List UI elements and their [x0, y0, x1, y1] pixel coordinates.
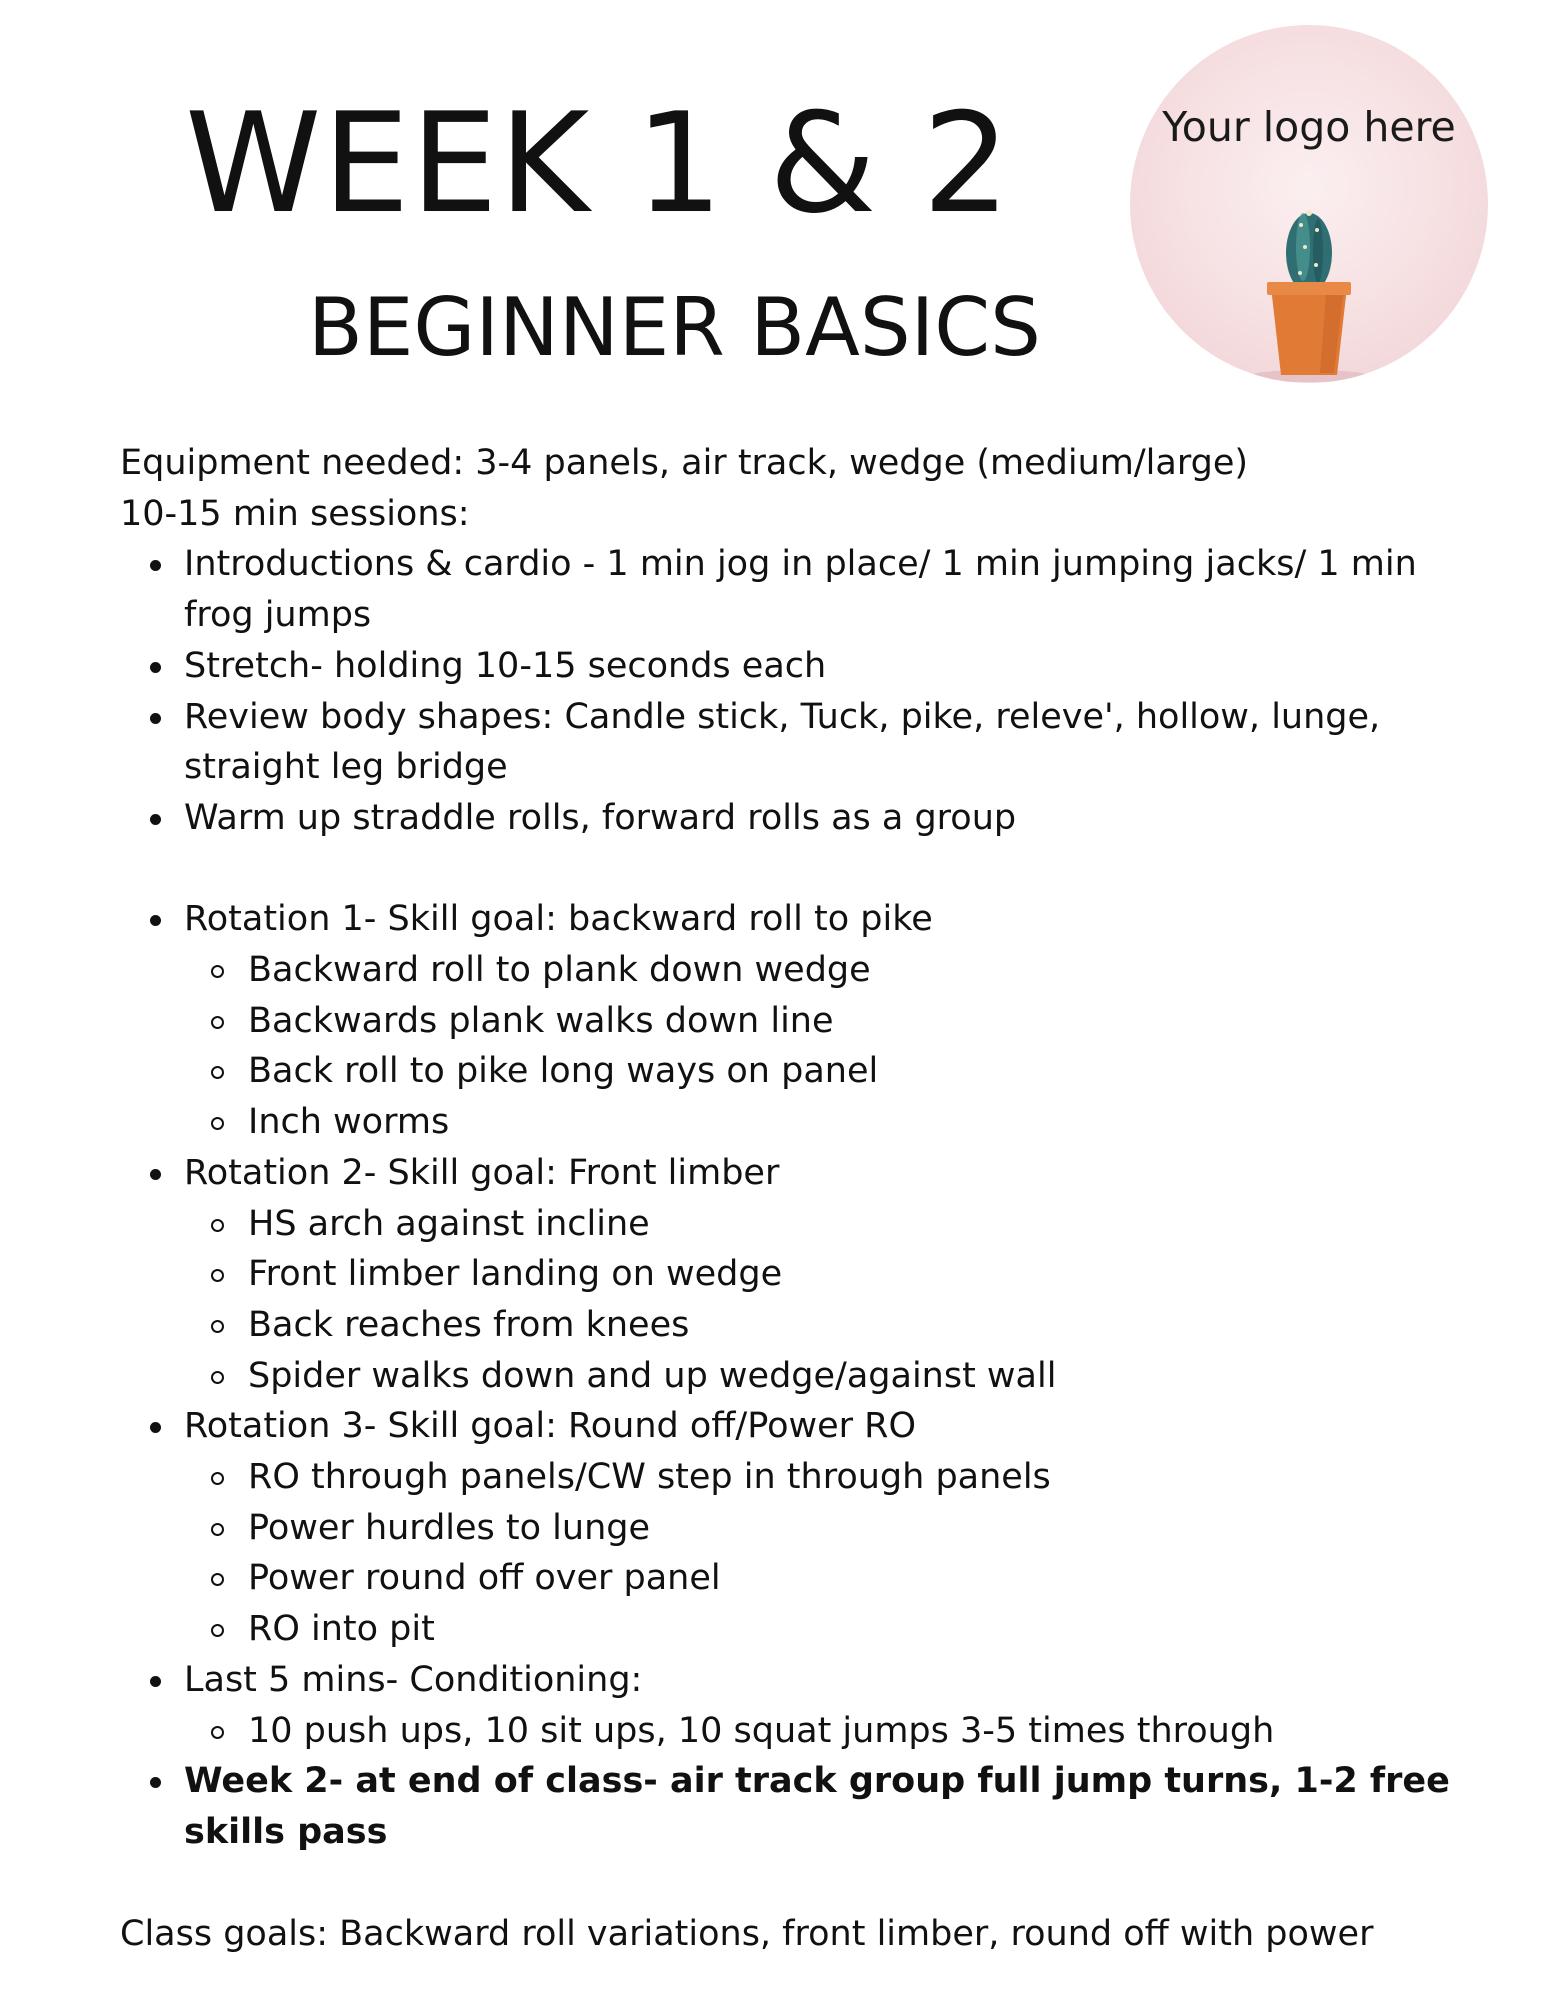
drill-item: Spider walks down and up wedge/against wall: [184, 1351, 1460, 1402]
sessions-text: 10-15 min sessions:: [120, 493, 470, 534]
drill-item: Backward roll to plank down wedge: [184, 945, 1460, 996]
rotation-label: Rotation 2- Skill goal: Front limber: [184, 1152, 780, 1193]
class-goals: Class goals: Backward roll variations, front limber, round off with power: [120, 1914, 1374, 1954]
conditioning-label: Last 5 mins- Conditioning:: [184, 1659, 643, 1700]
page-subtitle: BEGINNER BASICS: [308, 281, 1041, 374]
rotation-label: Rotation 1- Skill goal: backward roll to pike: [184, 899, 933, 940]
drill-item: RO through panels/CW step in through panels: [184, 1452, 1460, 1503]
drill-item: HS arch against incline: [184, 1199, 1460, 1250]
lesson-list: [120, 539, 1460, 1857]
page-title: WEEK 1 & 2: [185, 83, 1012, 244]
drill-item: Back roll to pike long ways on panel: [184, 1046, 1460, 1097]
drill-item: Backwards plank walks down line: [184, 996, 1460, 1047]
cactus-in-pot-icon: [1130, 25, 1488, 383]
drill-list: [184, 1199, 1460, 1402]
drill-item: Power round off over panel: [184, 1553, 1460, 1604]
drill-item: Front limber landing on wedge: [184, 1249, 1460, 1300]
drill-item: 10 push ups, 10 sit ups, 10 squat jumps 3-5 times through: [184, 1706, 1460, 1757]
conditioning-item: [120, 1655, 1460, 1756]
week2-note: Week 2- at end of class- air track group full jump turns, 1-2 free skills pass: [120, 1756, 1460, 1857]
drill-list: [184, 1706, 1460, 1757]
equipment-text: Equipment needed: 3-4 panels, air track, wedge (medium/large): [120, 443, 1249, 483]
drill-item: Power hurdles to lunge: [184, 1503, 1460, 1554]
drill-item: Back reaches from knees: [184, 1300, 1460, 1351]
list-item: Warm up straddle rolls, forward rolls as a group: [120, 793, 1460, 844]
lesson-plan: [120, 438, 1460, 1858]
list-item: Review body shapes: Candle stick, Tuck, pike, releve', hollow, lunge, straight leg bridge: [120, 692, 1460, 793]
rotation-item: [120, 1401, 1460, 1655]
drill-list: [184, 945, 1460, 1148]
rotation-item: [120, 894, 1460, 1148]
drill-item: Inch worms: [184, 1097, 1460, 1148]
drill-item: RO into pit: [184, 1604, 1460, 1655]
rotation-item: [120, 1148, 1460, 1402]
logo-placeholder: [1130, 25, 1488, 383]
rotation-label: Rotation 3- Skill goal: Round off/Power RO: [184, 1406, 917, 1447]
list-item: Introductions & cardio - 1 min jog in place/ 1 min jumping jacks/ 1 min frog jumps: [120, 539, 1460, 640]
list-item: Stretch- holding 10-15 seconds each: [120, 641, 1460, 692]
drill-list: [184, 1452, 1460, 1655]
logo-text: Your logo here: [1162, 103, 1456, 151]
list-spacer: [120, 844, 1460, 895]
